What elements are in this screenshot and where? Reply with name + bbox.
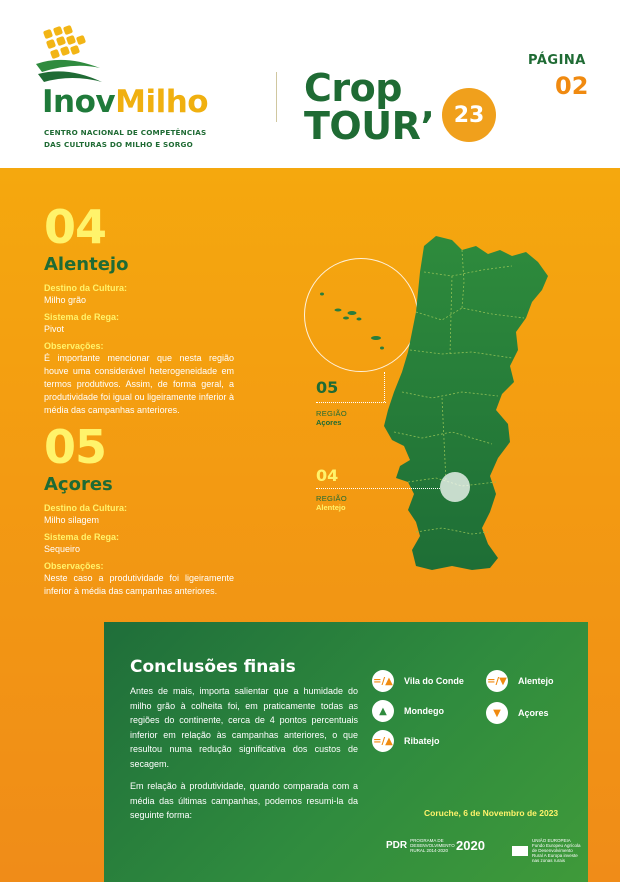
acores-callout-connector [384, 372, 385, 402]
legend-label: Mondego [404, 706, 444, 716]
inovmilho-logo-text: InovMilho [42, 84, 209, 120]
crop-destination-label: Destino da Cultura: [44, 283, 128, 293]
legend-item-acores [486, 702, 549, 724]
region-number: 05 [44, 420, 107, 474]
conclusions-paragraph-2: Em relação à produtividade, quando comparada com a média das últimas campanhas, podemos resumi-la da seguinte forma: [130, 781, 358, 820]
notes-label: Observações: [44, 341, 104, 351]
irrigation-label: Sistema de Rega: [44, 532, 120, 542]
legend-item-alentejo [486, 670, 554, 692]
equal-up-icon: =/▲ [372, 730, 394, 752]
header-divider [276, 72, 277, 122]
crop-destination-value: Milho silagem [44, 515, 100, 525]
document-date: Coruche, 6 de Novembro de 2023 [424, 808, 559, 818]
event-year-badge: 23 [442, 88, 496, 142]
irrigation-value: Pivot [44, 324, 65, 334]
conclusions-body [130, 684, 358, 823]
callout-alentejo [316, 466, 347, 512]
corn-logo-icon [34, 24, 104, 88]
legend-label: Ribatejo [404, 736, 440, 746]
irrigation-label: Sistema de Rega: [44, 312, 120, 322]
alentejo-map-marker [440, 472, 470, 502]
legend-label: Açores [518, 708, 549, 718]
notes-label: Observações: [44, 561, 104, 571]
callout-region-label: REGIÃO [316, 409, 347, 418]
page-header [0, 0, 620, 168]
event-title-line1: Crop [304, 66, 402, 110]
conclusions-title: Conclusões finais [130, 657, 296, 677]
eu-flag-icon [512, 846, 528, 856]
notes-text: É importante mencionar que nesta região houve uma considerável heterogeneidade em termos produtivos. Assim, de forma geral, a produtividade foi igual ou ligeiramente inferior à média das campanhas anteriores. [44, 353, 234, 415]
equal-up-icon: =/▲ [372, 670, 394, 692]
callout-region-name: Açores [316, 418, 342, 427]
irrigation-value: Sequeiro [44, 544, 81, 554]
equal-down-icon: =/▼ [486, 670, 508, 692]
legend-label: Alentejo [518, 676, 554, 686]
crop-destination-value: Milho grão [44, 295, 87, 305]
callout-number: 05 [316, 378, 339, 397]
region-section-alentejo [44, 200, 234, 417]
organization-subtitle: CENTRO NACIONAL DE COMPETÊNCIAS DAS CULTURAS DO MILHO E SORGO [44, 128, 207, 149]
legend-item-mondego [372, 700, 444, 722]
crop-destination-label: Destino da Cultura: [44, 503, 128, 513]
eu-funding-logo: UNIÃO EUROPEIA Fundo Europeu Agrícola de Desenvolvimento Rural A Europa investe nas zonas rurais [512, 838, 584, 863]
region-number: 04 [44, 200, 107, 254]
event-title-line2: TOUR’ [304, 104, 435, 148]
region-name: Alentejo [44, 254, 129, 275]
callout-number: 04 [316, 466, 339, 485]
region-name: Açores [44, 474, 113, 495]
legend-item-vila-do-conde [372, 670, 464, 692]
callout-region-label: REGIÃO [316, 494, 347, 503]
up-icon: ▲ [372, 700, 394, 722]
conclusions-paragraph-1: Antes de mais, importa salientar que a humidade do milho grão à colheita foi, em praticamente todas as regiões do continente, cerca de 4 pontos percentuais inferior em relação às campanhas anteriores, o que resultou numa redução significativa dos custos de secagem. [130, 686, 358, 769]
region-section-acores [44, 420, 234, 598]
notes-text: Neste caso a produtividade foi ligeiramente inferior à média das campanhas anteriores. [44, 573, 234, 596]
portugal-2020-logo: 2020 [456, 838, 485, 853]
legend-item-ribatejo [372, 730, 440, 752]
page-label: PÁGINA [528, 53, 586, 68]
callout-acores [316, 378, 347, 427]
callout-region-name: Alentejo [316, 503, 346, 512]
down-icon: ▼ [486, 702, 508, 724]
pdr-logo: PDR PROGRAMA DE DESENVOLVIMENTO RURAL 2014-2020 [386, 838, 455, 853]
legend-label: Vila do Conde [404, 676, 464, 686]
page-number: 02 [555, 72, 589, 100]
